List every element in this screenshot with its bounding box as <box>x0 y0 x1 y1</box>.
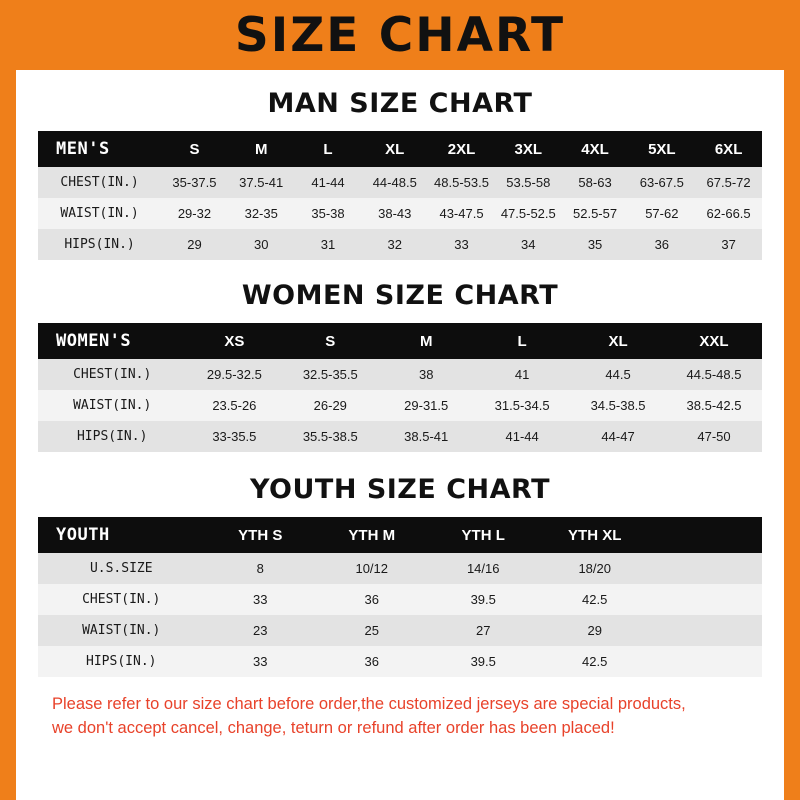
youth-header-cell: YOUTH <box>38 517 205 553</box>
table-cell: 52.5-57 <box>562 198 629 229</box>
row-label: U.S.SIZE <box>38 553 205 584</box>
man-header-cell: 2XL <box>428 131 495 167</box>
youth-header-cell: YTH S <box>205 517 316 553</box>
table-cell: 44-47 <box>570 421 666 452</box>
banner <box>0 0 800 70</box>
table-cell: 32-35 <box>228 198 295 229</box>
table-cell: 35 <box>562 229 629 260</box>
table-cell: 47.5-52.5 <box>495 198 562 229</box>
table-cell: 32.5-35.5 <box>282 359 378 390</box>
table-cell: 14/16 <box>427 553 538 584</box>
man-header-cell: L <box>295 131 362 167</box>
table-cell: 42.5 <box>539 646 650 677</box>
table-cell: 39.5 <box>427 646 538 677</box>
row-label: HIPS(IN.) <box>38 646 205 677</box>
table-cell: 33 <box>205 646 316 677</box>
table-cell: 35-37.5 <box>161 167 228 198</box>
table-row <box>38 646 762 677</box>
youth-header-cell: YTH XL <box>539 517 650 553</box>
table-cell: 27 <box>427 615 538 646</box>
row-label: WAIST(IN.) <box>38 390 186 421</box>
table-cell: 34.5-38.5 <box>570 390 666 421</box>
women-section-title: WOMEN SIZE CHART <box>241 280 559 311</box>
table-cell: 37.5-41 <box>228 167 295 198</box>
table-cell: 39.5 <box>427 584 538 615</box>
table-cell: 29.5-32.5 <box>186 359 282 390</box>
table-row <box>38 390 762 421</box>
table-cell: 58-63 <box>562 167 629 198</box>
table-cell-spacer <box>650 646 762 677</box>
table-cell: 38.5-41 <box>378 421 474 452</box>
table-cell: 62-66.5 <box>695 198 762 229</box>
youth-header-spacer <box>650 517 762 553</box>
table-cell: 38 <box>378 359 474 390</box>
banner-title: SIZE CHART <box>234 7 566 63</box>
table-cell: 44-48.5 <box>361 167 428 198</box>
table-cell: 36 <box>628 229 695 260</box>
women-size-table <box>38 323 762 452</box>
table-cell: 41-44 <box>295 167 362 198</box>
table-cell-spacer <box>650 584 762 615</box>
row-label: CHEST(IN.) <box>38 167 161 198</box>
women-header-cell: S <box>282 323 378 359</box>
man-header-cell: 4XL <box>562 131 629 167</box>
table-cell: 23 <box>205 615 316 646</box>
table-cell: 23.5-26 <box>186 390 282 421</box>
table-cell: 29-32 <box>161 198 228 229</box>
table-cell: 34 <box>495 229 562 260</box>
row-label: CHEST(IN.) <box>38 359 186 390</box>
table-cell: 42.5 <box>539 584 650 615</box>
table-cell: 29 <box>539 615 650 646</box>
table-cell: 57-62 <box>628 198 695 229</box>
man-header-cell: 6XL <box>695 131 762 167</box>
content <box>16 88 784 741</box>
table-row <box>38 198 762 229</box>
table-header-row <box>38 131 762 167</box>
table-cell: 31 <box>295 229 362 260</box>
table-cell: 48.5-53.5 <box>428 167 495 198</box>
youth-section-title: YOUTH SIZE CHART <box>249 474 551 505</box>
women-header-cell: M <box>378 323 474 359</box>
table-cell: 31.5-34.5 <box>474 390 570 421</box>
table-cell: 37 <box>695 229 762 260</box>
row-label: WAIST(IN.) <box>38 615 205 646</box>
man-header-cell: M <box>228 131 295 167</box>
table-cell: 41 <box>474 359 570 390</box>
table-cell-spacer <box>650 615 762 646</box>
youth-header-cell: YTH M <box>316 517 427 553</box>
table-cell: 25 <box>316 615 427 646</box>
order-policy-note <box>38 693 762 741</box>
table-header-row <box>38 323 762 359</box>
table-cell: 30 <box>228 229 295 260</box>
table-cell: 38-43 <box>361 198 428 229</box>
man-size-table <box>38 131 762 260</box>
table-row <box>38 359 762 390</box>
row-label: CHEST(IN.) <box>38 584 205 615</box>
table-cell: 41-44 <box>474 421 570 452</box>
table-cell: 36 <box>316 584 427 615</box>
table-cell: 47-50 <box>666 421 762 452</box>
table-cell: 44.5 <box>570 359 666 390</box>
table-cell: 29 <box>161 229 228 260</box>
man-header-cell: XL <box>361 131 428 167</box>
table-cell: 67.5-72 <box>695 167 762 198</box>
row-label: HIPS(IN.) <box>38 421 186 452</box>
row-label: WAIST(IN.) <box>38 198 161 229</box>
table-cell: 18/20 <box>539 553 650 584</box>
table-cell: 8 <box>205 553 316 584</box>
man-header-cell: MEN'S <box>38 131 161 167</box>
man-header-cell: 3XL <box>495 131 562 167</box>
table-cell: 38.5-42.5 <box>666 390 762 421</box>
table-cell: 10/12 <box>316 553 427 584</box>
man-header-cell: S <box>161 131 228 167</box>
table-cell: 35.5-38.5 <box>282 421 378 452</box>
row-label: HIPS(IN.) <box>38 229 161 260</box>
table-cell: 33-35.5 <box>186 421 282 452</box>
note-line-1: Please refer to our size chart before order,the customized jerseys are special products, <box>52 695 686 713</box>
table-cell: 63-67.5 <box>628 167 695 198</box>
man-section-title: MAN SIZE CHART <box>267 88 533 119</box>
table-row <box>38 421 762 452</box>
table-row <box>38 584 762 615</box>
women-header-cell: WOMEN'S <box>38 323 186 359</box>
note-line-2: we don't accept cancel, change, teturn or refund after order has been placed! <box>52 718 615 737</box>
women-header-cell: XXL <box>666 323 762 359</box>
table-cell: 33 <box>428 229 495 260</box>
table-cell: 26-29 <box>282 390 378 421</box>
table-cell-spacer <box>650 553 762 584</box>
youth-header-cell: YTH L <box>427 517 538 553</box>
table-cell: 36 <box>316 646 427 677</box>
youth-size-table <box>38 517 762 677</box>
table-cell: 35-38 <box>295 198 362 229</box>
table-cell: 29-31.5 <box>378 390 474 421</box>
women-header-cell: L <box>474 323 570 359</box>
table-cell: 43-47.5 <box>428 198 495 229</box>
table-row <box>38 167 762 198</box>
women-header-cell: XS <box>186 323 282 359</box>
man-header-cell: 5XL <box>628 131 695 167</box>
table-cell: 33 <box>205 584 316 615</box>
table-row <box>38 553 762 584</box>
table-row <box>38 615 762 646</box>
table-cell: 53.5-58 <box>495 167 562 198</box>
table-header-row <box>38 517 762 553</box>
table-row <box>38 229 762 260</box>
women-header-cell: XL <box>570 323 666 359</box>
table-cell: 44.5-48.5 <box>666 359 762 390</box>
table-cell: 32 <box>361 229 428 260</box>
